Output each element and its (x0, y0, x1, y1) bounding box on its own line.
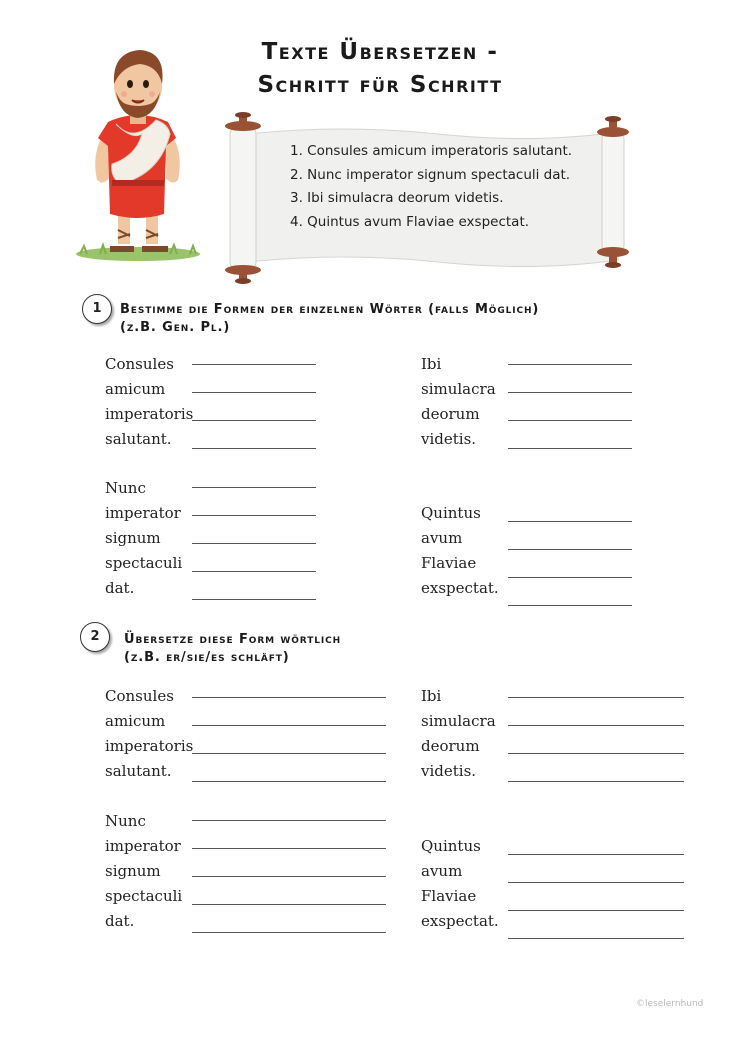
task-1-answer-line[interactable] (508, 420, 632, 421)
task-2-word: imperatoris (105, 737, 194, 755)
task-1-word: simulacra (421, 380, 496, 398)
task-2-word: Consules (105, 687, 174, 705)
task-1-word: avum (421, 529, 463, 547)
task-2-word: deorum (421, 737, 480, 755)
task-2-word: dat. (105, 912, 135, 930)
task-2-word: simulacra (421, 712, 496, 730)
task-2-word: exspectat. (421, 912, 499, 930)
task-1-word: dat. (105, 579, 135, 597)
task-1-answer-line[interactable] (508, 577, 632, 578)
task-1-word: Nunc (105, 479, 146, 497)
task-1-answer-line[interactable] (508, 448, 632, 449)
task-2-answer-line[interactable] (508, 753, 684, 754)
task-2-word: amicum (105, 712, 166, 730)
task-1-word: Ibi (421, 355, 442, 373)
task-2-word: videtis. (421, 762, 477, 780)
task-2-answer-line[interactable] (508, 938, 684, 939)
task-2-title (124, 631, 341, 667)
task-1-answer-line[interactable] (192, 420, 316, 421)
task-1-word: spectaculi (105, 554, 183, 572)
task-2-answer-line[interactable] (192, 820, 386, 821)
task-1-word: Quintus (421, 504, 481, 522)
task-2-word: avum (421, 862, 463, 880)
task-1-answer-line[interactable] (508, 364, 632, 365)
task-1-answer-line[interactable] (192, 515, 316, 516)
task-1-number-badge: 1 (82, 294, 112, 324)
task-1-answer-line[interactable] (508, 549, 632, 550)
task-1-title-line-1: Bestimme die Formen der einzelnen Wörter (falls Möglich) (120, 302, 540, 317)
task-2-answer-line[interactable] (508, 697, 684, 698)
roman-figure-illustration (70, 40, 205, 265)
task-1-word: Flaviae (421, 554, 477, 572)
task-2-word: imperator (105, 837, 181, 855)
task-2-word: salutant. (105, 762, 172, 780)
task-1-word: Consules (105, 355, 174, 373)
task-2-answer-line[interactable] (192, 753, 386, 754)
task-1-word: signum (105, 529, 161, 547)
task-1-word: salutant. (105, 430, 172, 448)
task-1-word: videtis. (421, 430, 477, 448)
task-2-word: Flaviae (421, 887, 477, 905)
sentence-1: 1. Consules amicum imperatoris salutant. (290, 143, 573, 159)
task-2-title-line-2: (z.B. er/sie/es schläft) (124, 650, 290, 665)
task-1-answer-line[interactable] (508, 392, 632, 393)
task-1-answer-line[interactable] (508, 605, 632, 606)
task-2-answer-line[interactable] (192, 781, 386, 782)
task-2-answer-line[interactable] (192, 697, 386, 698)
task-1-word: imperator (105, 504, 181, 522)
task-1-answer-line[interactable] (192, 571, 316, 572)
task-2-title-line-1: Übersetze diese Form wörtlich (124, 632, 342, 647)
page-title (220, 36, 540, 102)
task-2-word: Nunc (105, 812, 146, 830)
title-line-1: Texte Übersetzen - (261, 39, 499, 65)
task-2-answer-line[interactable] (192, 725, 386, 726)
sentence-4: 4. Quintus avum Flaviae exspectat. (290, 213, 530, 230)
task-2-answer-line[interactable] (192, 904, 386, 905)
task-1-answer-line[interactable] (192, 448, 316, 449)
task-1-answer-line[interactable] (192, 364, 316, 365)
task-1-word: exspectat. (421, 579, 499, 597)
task-2-word: signum (105, 862, 161, 880)
task-2-word: spectaculi (105, 887, 183, 905)
task-2-word: Quintus (421, 837, 481, 855)
task-1-title (120, 301, 539, 337)
task-2-answer-line[interactable] (508, 882, 684, 883)
task-2-word: Ibi (421, 687, 442, 705)
task-1-word: deorum (421, 405, 480, 423)
task-1-answer-line[interactable] (192, 599, 316, 600)
task-2-answer-line[interactable] (192, 848, 386, 849)
task-1-answer-line[interactable] (508, 521, 632, 522)
task-1-word: imperatoris (105, 405, 194, 423)
task-2-answer-line[interactable] (508, 854, 684, 855)
task-2-answer-line[interactable] (508, 910, 684, 911)
copyright-label: ©leselernhund (636, 999, 704, 1009)
task-2-answer-line[interactable] (192, 876, 386, 877)
task-2-answer-line[interactable] (508, 725, 684, 726)
task-2-number-badge: 2 (80, 622, 110, 652)
sentence-list (290, 140, 572, 234)
sentence-3: 3. Ibi simulacra deorum videtis. (290, 190, 504, 206)
task-2-answer-line[interactable] (192, 932, 386, 933)
task-2-answer-line[interactable] (508, 781, 684, 782)
sentence-2: 2. Nunc imperator signum spectaculi dat. (290, 166, 571, 183)
task-1-answer-line[interactable] (192, 543, 316, 544)
title-line-2: Schritt für Schritt (257, 72, 503, 98)
task-1-word: amicum (105, 380, 166, 398)
task-1-answer-line[interactable] (192, 392, 316, 393)
task-1-title-line-2: (z.B. Gen. Pl.) (120, 320, 231, 335)
task-1-answer-line[interactable] (192, 487, 316, 488)
